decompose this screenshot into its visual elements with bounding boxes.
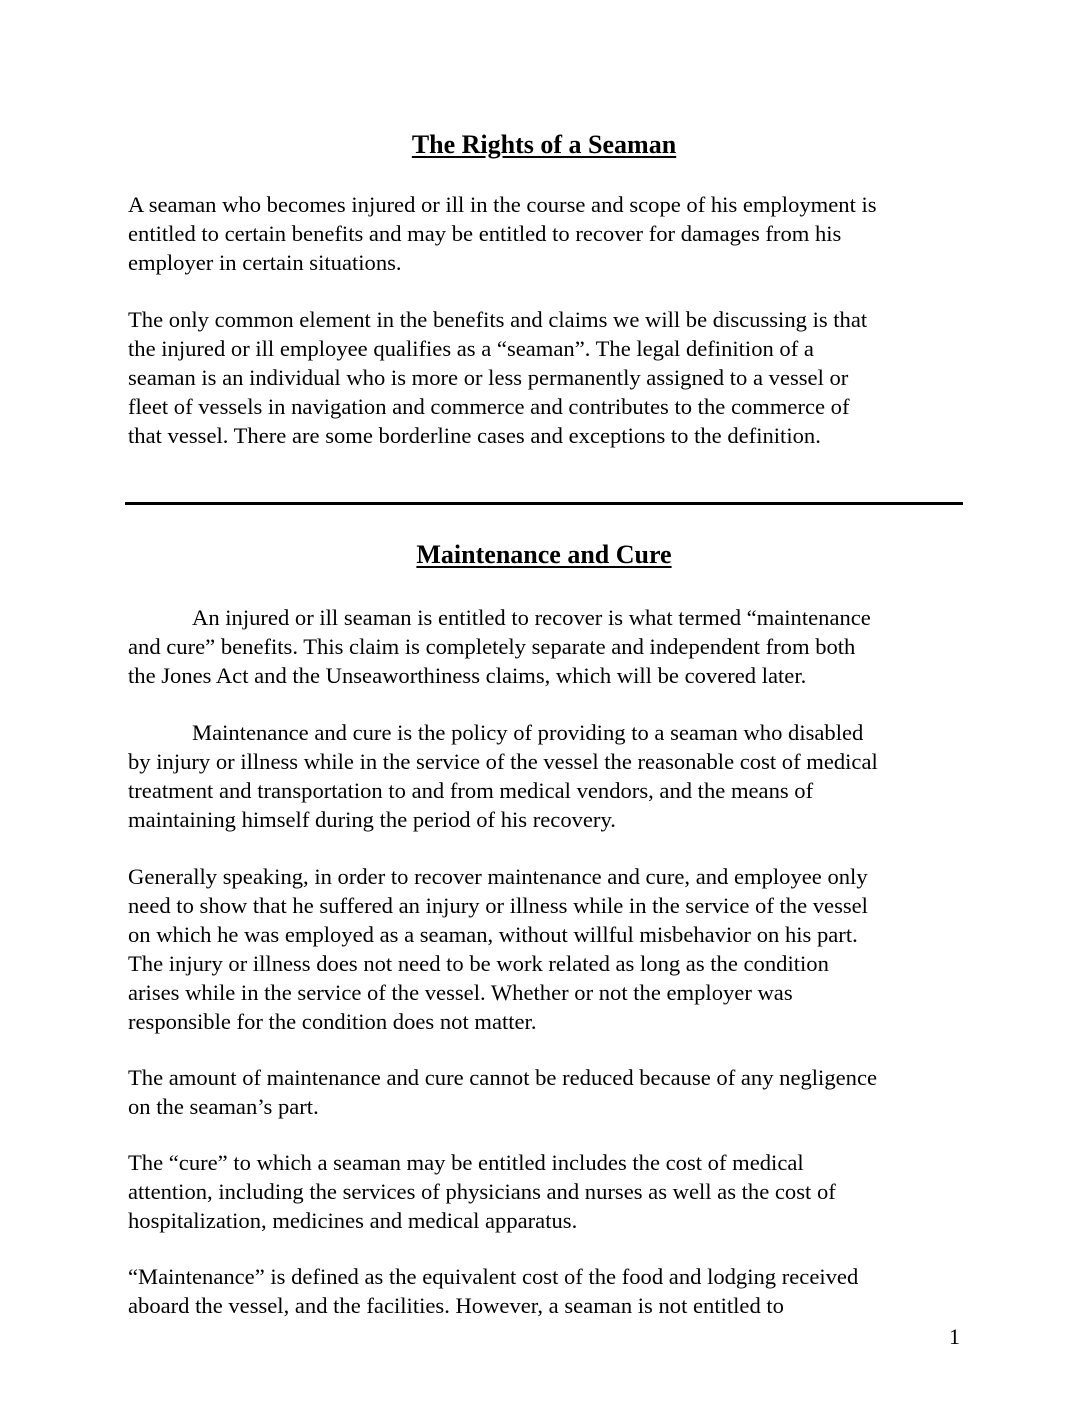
text-line: the injured or ill employee qualifies as a “seaman”. The legal definition of a (128, 336, 814, 361)
text-line: “Maintenance” is defined as the equivalent cost of the food and lodging received (128, 1264, 859, 1289)
text-line: maintaining himself during the period of his recovery. (128, 807, 616, 832)
text-line: need to show that he suffered an injury or illness while in the service of the vessel (128, 893, 868, 918)
text-line: by injury or illness while in the service of the vessel the reasonable cost of medical (128, 749, 878, 774)
section-title-maintenance-and-cure: Maintenance and Cure (416, 540, 672, 569)
text-line: on which he was employed as a seaman, without willful misbehavior on his part. (128, 922, 858, 947)
text-line: arises while in the service of the vessel. Whether or not the employer was (128, 980, 793, 1005)
section-divider (125, 502, 963, 505)
section-title-rights-of-seaman: The Rights of a Seaman (411, 130, 677, 159)
text-line: An injured or ill seaman is entitled to recover is what termed “maintenance (192, 605, 871, 630)
text-line: Generally speaking, in order to recover maintenance and cure, and employee only (128, 864, 868, 889)
text-line: entitled to certain benefits and may be entitled to recover for damages from his (128, 221, 842, 246)
text-line: The “cure” to which a seaman may be entitled includes the cost of medical (128, 1150, 804, 1175)
paragraph-maintenance-definition (128, 1262, 968, 1320)
text-line: A seaman who becomes injured or ill in the course and scope of his employment is (128, 192, 877, 217)
text-line: fleet of vessels in navigation and commerce and contributes to the commerce of (128, 394, 850, 419)
text-line: seaman is an individual who is more or less permanently assigned to a vessel or (128, 365, 849, 390)
page-number: 1 (949, 1324, 960, 1349)
text-line: hospitalization, medicines and medical apparatus. (128, 1208, 578, 1233)
text-line: attention, including the services of physicians and nurses as well as the cost of (128, 1179, 836, 1204)
text-line: The injury or illness does not need to be work related as long as the condition (128, 951, 829, 976)
paragraph-seaman-entitlement (128, 190, 968, 277)
paragraph-recovery-requirements (128, 862, 968, 1036)
paragraph-maintenance-cure-policy (128, 718, 968, 834)
text-line: aboard the vessel, and the facilities. However, a seaman is not entitled to (128, 1293, 784, 1318)
text-line: treatment and transportation to and from medical vendors, and the means of (128, 778, 814, 803)
text-line: employer in certain situations. (128, 250, 402, 275)
text-line: and cure” benefits. This claim is completely separate and independent from both (128, 634, 856, 659)
paragraph-negligence (128, 1063, 968, 1121)
text-line: that vessel. There are some borderline cases and exceptions to the definition. (128, 423, 821, 448)
text-line: responsible for the condition does not matter. (128, 1009, 537, 1034)
paragraph-seaman-definition (128, 305, 968, 450)
paragraph-maintenance-cure-intro (128, 603, 968, 690)
paragraph-cure-definition (128, 1148, 968, 1235)
text-line: on the seaman’s part. (128, 1094, 319, 1119)
text-line: Maintenance and cure is the policy of providing to a seaman who disabled (192, 720, 864, 745)
text-line: The amount of maintenance and cure cannot be reduced because of any negligence (128, 1065, 878, 1090)
text-line: The only common element in the benefits and claims we will be discussing is that (128, 307, 868, 332)
text-line: the Jones Act and the Unseaworthiness claims, which will be covered later. (128, 663, 807, 688)
